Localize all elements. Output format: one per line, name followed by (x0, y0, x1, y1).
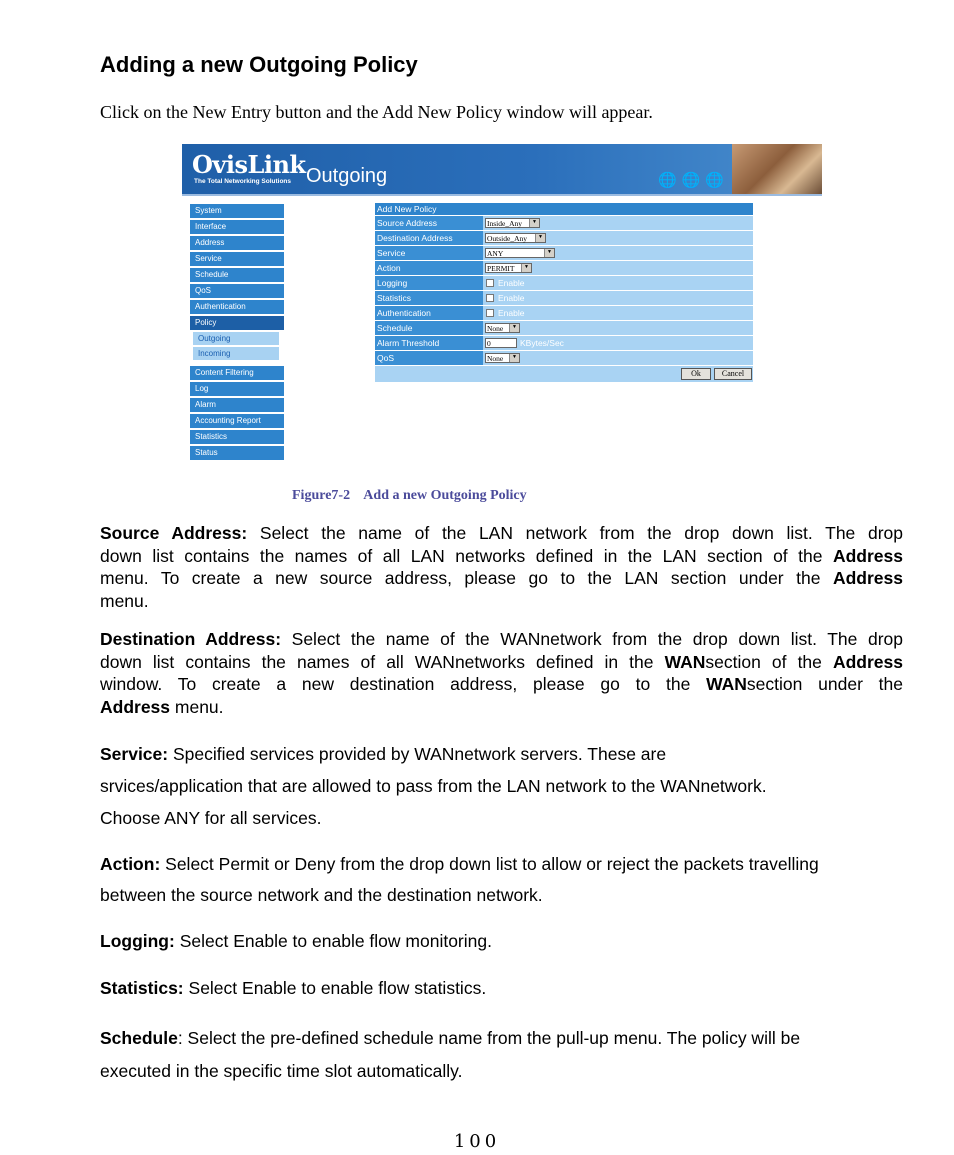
schedule-line-2: executed in the specific time slot automatically. (100, 1061, 463, 1081)
chevron-down-icon: ▼ (535, 234, 545, 242)
destination-address-label: Destination Address (375, 231, 483, 245)
side-nav (190, 204, 284, 462)
alarm-threshold-input[interactable]: 0 (485, 338, 517, 348)
destination-line-4-bold: Address (100, 696, 171, 717)
source-address-label: Source Address (375, 216, 483, 230)
source-line-2-bold: Address (832, 545, 903, 566)
nav-item-authentication[interactable]: Authentication (190, 300, 284, 314)
nav-item-schedule[interactable]: Schedule (190, 268, 284, 282)
nav-item-interface[interactable]: Interface (190, 220, 284, 234)
source-line-1: Select the name of the LAN network from the drop down list. The drop (259, 523, 903, 543)
destination-line-3-end: section under the (746, 674, 903, 694)
select-value: None (487, 354, 504, 363)
select-value: Outside_Any (487, 234, 527, 243)
nav-item-statistics[interactable]: Statistics (190, 430, 284, 444)
figure-caption: Figure7-2 Add a new Outgoing Policy (292, 488, 527, 503)
logging-paragraph (100, 930, 903, 953)
source-address-paragraph (100, 522, 903, 612)
form-row (375, 321, 753, 335)
brand-logo: OvisLink (192, 150, 306, 179)
banner-title: Outgoing (306, 165, 388, 187)
action-line-2: between the source network and the destination network. (100, 885, 543, 905)
form-row (375, 276, 753, 290)
form-row (375, 246, 753, 260)
destination-line-1: Select the name of the WANnetwork from the drop down list. The drop (291, 629, 903, 649)
select-value: ANY (487, 249, 504, 258)
outgoing-policy-screenshot (182, 144, 822, 464)
destination-address-term: Destination Address: (100, 629, 282, 649)
service-line-3: Choose ANY for all services. (100, 808, 322, 828)
nav-sub-outgoing[interactable]: Outgoing (193, 332, 279, 345)
destination-address-paragraph (100, 628, 903, 718)
statistics-text: Select Enable to enable flow statistics. (188, 978, 487, 998)
select-value: PERMIT (487, 264, 515, 273)
action-paragraph (100, 849, 903, 911)
source-address-select[interactable] (485, 218, 540, 228)
schedule-line-1: : Select the pre-defined schedule name from the pull-up menu. The policy will be (177, 1028, 801, 1048)
logging-text: Select Enable to enable flow monitoring. (179, 931, 492, 951)
form-row (375, 336, 753, 350)
nav-item-policy[interactable]: Policy (190, 316, 284, 330)
add-policy-form (375, 203, 753, 382)
banner-photo (732, 144, 822, 194)
destination-line-2-mid: section of the (705, 651, 833, 672)
action-select[interactable] (485, 263, 532, 273)
form-row (375, 261, 753, 275)
qos-label: QoS (375, 351, 483, 365)
logging-enable-label: Enable (498, 278, 525, 288)
page-number: 100 (453, 1131, 501, 1152)
action-line-1: Select Permit or Deny from the drop down list to allow or reject the packets travelling (165, 854, 819, 874)
nav-item-system[interactable]: System (190, 204, 284, 218)
source-line-2: down list contains the names of all LAN networks defined in the LAN section of the (100, 545, 833, 566)
action-term: Action: (100, 854, 161, 874)
destination-address-select[interactable] (485, 233, 546, 243)
destination-address-bold: Address (832, 651, 903, 672)
form-row (375, 351, 753, 365)
destination-line-3-wan: WAN (706, 674, 747, 694)
schedule-paragraph (100, 1022, 903, 1088)
statistics-checkbox[interactable] (486, 294, 494, 302)
logging-term: Logging: (100, 931, 175, 951)
chevron-down-icon: ▼ (521, 264, 531, 272)
globe-icons: 🌐🌐🌐 (658, 172, 730, 189)
brand-tagline: The Total Networking Solutions (194, 178, 292, 185)
nav-sub-incoming[interactable]: Incoming (193, 347, 279, 360)
nav-item-address[interactable]: Address (190, 236, 284, 250)
statistics-label: Statistics (375, 291, 483, 305)
alarm-threshold-unit: KBytes/Sec (520, 338, 564, 348)
authentication-enable-label: Enable (498, 308, 525, 318)
service-select[interactable] (485, 248, 555, 258)
nav-item-alarm[interactable]: Alarm (190, 398, 284, 412)
statistics-paragraph (100, 977, 903, 1000)
destination-line-3: window. To create a new destination address, please go to the (100, 674, 707, 694)
chevron-down-icon: ▼ (529, 219, 539, 227)
source-address-term: Source Address: (100, 523, 248, 543)
nav-item-status[interactable]: Status (190, 446, 284, 460)
nav-item-qos[interactable]: QoS (190, 284, 284, 298)
source-line-3: menu. To create a new source address, please go to the LAN section under the (100, 568, 833, 588)
intro-text: Click on the New Entry button and the Add New Policy window will appear. (100, 102, 653, 122)
app-banner (182, 144, 822, 194)
destination-line-2: down list contains the names of all WANnetworks defined in the (100, 651, 665, 672)
banner-divider (182, 194, 822, 196)
chevron-down-icon: ▼ (509, 354, 519, 362)
cancel-button[interactable]: Cancel (714, 368, 752, 380)
action-label: Action (375, 261, 483, 275)
form-button-bar (375, 366, 753, 382)
service-line-1: Specified services provided by WANnetwork servers. These are (172, 744, 667, 764)
form-row (375, 231, 753, 245)
service-paragraph (100, 738, 903, 834)
page-heading: Adding a new Outgoing Policy (100, 52, 418, 77)
form-row (375, 291, 753, 305)
nav-item-log[interactable]: Log (190, 382, 284, 396)
authentication-label: Authentication (375, 306, 483, 320)
destination-wan-bold: WAN (664, 651, 706, 672)
form-row (375, 216, 753, 230)
authentication-checkbox[interactable] (486, 309, 494, 317)
nav-item-accounting-report[interactable]: Accounting Report (190, 414, 284, 428)
ok-button[interactable]: Ok (681, 368, 711, 380)
statistics-term: Statistics: (100, 978, 184, 998)
schedule-select[interactable] (485, 323, 520, 333)
source-line-3-bold: Address (832, 568, 903, 588)
alarm-threshold-label: Alarm Threshold (375, 336, 483, 350)
chevron-down-icon: ▼ (509, 324, 519, 332)
source-line-4: menu. (100, 590, 149, 611)
nav-item-content-filtering[interactable]: Content Filtering (190, 366, 284, 380)
qos-select[interactable] (485, 353, 520, 363)
form-row (375, 306, 753, 320)
logging-checkbox[interactable] (486, 279, 494, 287)
nav-item-service[interactable]: Service (190, 252, 284, 266)
form-header: Add New Policy (375, 203, 753, 215)
service-line-2: srvices/application that are allowed to pass from the LAN network to the WANnetwork. (100, 776, 767, 796)
service-term: Service: (100, 744, 169, 764)
destination-line-4: menu. (170, 696, 224, 717)
schedule-term: Schedule (100, 1028, 178, 1048)
logging-label: Logging (375, 276, 483, 290)
schedule-label: Schedule (375, 321, 483, 335)
select-value: None (487, 324, 504, 333)
select-value: Inside_Any (487, 219, 522, 228)
statistics-enable-label: Enable (498, 293, 525, 303)
service-label: Service (375, 246, 483, 260)
chevron-down-icon: ▼ (544, 249, 554, 257)
